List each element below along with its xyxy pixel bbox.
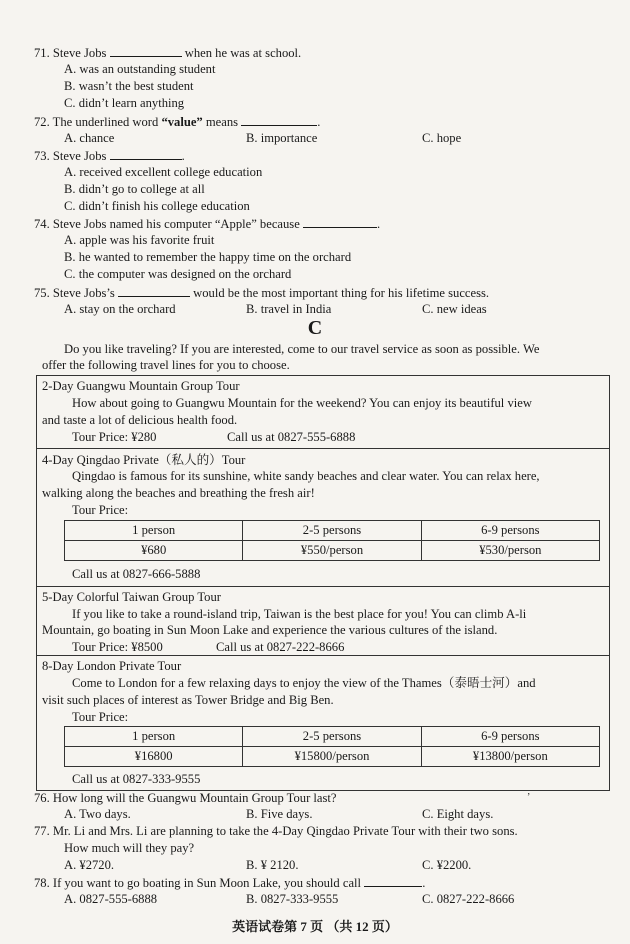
- tour-4-call: Call us at 0827-333-9555: [72, 772, 201, 786]
- tour-4-desc-line-1: Come to London for a few relaxing days to enjoy the view of the Thames（泰晤士河）and: [72, 676, 536, 690]
- question-72-stem-start: 72. The underlined word: [34, 115, 159, 129]
- question-71-option-c: C. didn’t learn anything: [64, 96, 185, 110]
- question-77-stem-line-1: 77. Mr. Li and Mrs. Li are planning to take the 4-Day Qingdao Private Tour with their two sons.: [34, 824, 518, 838]
- price-table-header: 6-9 persons: [421, 727, 599, 747]
- price-table-cell: ¥13800/person: [421, 747, 599, 767]
- section-c-intro-line-1: Do you like traveling? If you are interested, come to our travel service as soon as possible. We: [64, 342, 540, 356]
- question-73-option-c: C. didn’t finish his college education: [64, 199, 250, 213]
- question-76-option-a: A. Two days.: [64, 807, 131, 821]
- tour-2-call: Call us at 0827-666-5888: [72, 567, 201, 581]
- answer-blank: [110, 44, 182, 57]
- question-78-option-b: B. 0827-333-9555: [246, 892, 339, 906]
- question-74-option-b: B. he wanted to remember the happy time on the orchard: [64, 250, 352, 264]
- question-75-option-a: A. stay on the orchard: [64, 302, 176, 316]
- question-74-option-c: C. the computer was designed on the orchard: [64, 267, 292, 281]
- tour-2-price-label: Tour Price:: [72, 503, 129, 517]
- question-74-stem-start: 74. Steve Jobs named his computer “Apple” because: [34, 217, 300, 231]
- price-table-cell: ¥15800/person: [243, 747, 421, 767]
- price-table-header: 2-5 persons: [243, 727, 421, 747]
- price-table-header: 6-9 persons: [421, 521, 599, 541]
- tour-1-desc-line-1: How about going to Guangwu Mountain for the weekend? You can enjoy its beautiful view: [72, 396, 532, 410]
- tour-1-call: Call us at 0827-555-6888: [227, 430, 356, 444]
- question-73-option-b: B. didn’t go to college at all: [64, 182, 205, 196]
- answer-blank: [303, 215, 377, 228]
- tour-3-desc-line-1: If you like to take a round-island trip, Taiwan is the best place for you! You can climb A-li: [72, 607, 527, 621]
- question-76-option-b: B. Five days.: [246, 807, 313, 821]
- price-table-header: 1 person: [65, 727, 243, 747]
- answer-blank: [118, 284, 190, 297]
- stray-mark: ’: [527, 792, 531, 803]
- price-table-cell: ¥550/person: [243, 541, 421, 561]
- question-71-stem: [34, 44, 301, 61]
- tour-2-title: 4-Day Qingdao Private（私人的）Tour: [42, 453, 246, 467]
- question-72-option-a: A. chance: [64, 131, 115, 145]
- question-78-stem-start: 78. If you want to go boating in Sun Moon Lake, you should call: [34, 876, 362, 890]
- tour-3-desc-line-2: Mountain, go boating in Sun Moon Lake and experience the various cultures of the island.: [42, 623, 498, 637]
- question-76-stem: 76. How long will the Guangwu Mountain Group Tour last?: [34, 791, 337, 805]
- question-75-option-c: C. new ideas: [422, 302, 487, 316]
- price-table-header: 1 person: [65, 521, 243, 541]
- answer-blank: [241, 113, 317, 126]
- tour-2-price-table: [64, 520, 600, 561]
- page-footer: 英语试卷第 7 页 （共 12 页）: [232, 919, 398, 934]
- question-76-option-c: C. Eight days.: [422, 807, 494, 821]
- section-c-intro-line-2: offer the following travel lines for you to choose.: [42, 358, 290, 372]
- tour-4-desc-line-2: visit such places of interest as Tower Bridge and Big Ben.: [42, 693, 334, 707]
- question-72-stem: 72. The underlined word “value” means .: [34, 115, 321, 129]
- question-75-stem: [34, 284, 489, 301]
- question-73-stem-start: 73. Steve Jobs: [34, 149, 107, 163]
- question-71-stem-start: 71. Steve Jobs: [34, 46, 107, 60]
- underlined-word: “value”: [161, 115, 203, 129]
- price-table-header-row: [65, 521, 600, 541]
- tour-2-desc-line-1: Qingdao is famous for its sunshine, white sandy beaches and clear water. You can relax here,: [72, 469, 540, 483]
- tour-2-desc-line-2: walking along the beaches and breathing the fresh air!: [42, 486, 315, 500]
- price-table-header-row: [65, 727, 600, 747]
- price-table-header: 2-5 persons: [243, 521, 421, 541]
- price-table-cell: ¥530/person: [421, 541, 599, 561]
- question-78-stem: 78. If you want to go boating in Sun Moon Lake, you should call .: [34, 876, 426, 890]
- tour-1-price: Tour Price: ¥280: [72, 430, 157, 444]
- tour-3-title: 5-Day Colorful Taiwan Group Tour: [42, 590, 221, 604]
- question-72-stem-end: means: [205, 115, 239, 129]
- question-74-option-a: A. apple was his favorite fruit: [64, 233, 215, 247]
- tour-4-price-label: Tour Price:: [72, 710, 129, 724]
- tour-4-price-table: [64, 726, 600, 767]
- answer-blank: [110, 147, 182, 160]
- question-78-option-a: A. 0827-555-6888: [64, 892, 158, 906]
- question-72-option-b: B. importance: [246, 131, 318, 145]
- tour-3-price: Tour Price: ¥8500: [72, 640, 163, 654]
- tour-1-title: 2-Day Guangwu Mountain Group Tour: [42, 379, 240, 393]
- question-77-stem-line-2: How much will they pay?: [64, 841, 195, 855]
- question-74-stem: 74. Steve Jobs named his computer “Apple” because .: [34, 217, 381, 231]
- tour-4-title: 8-Day London Private Tour: [42, 659, 182, 673]
- question-73-stem: 73. Steve Jobs .: [34, 149, 185, 163]
- question-71-option-a: A. was an outstanding student: [64, 62, 216, 76]
- question-77-option-a: A. ¥2720.: [64, 858, 115, 872]
- tour-1-desc-line-2: and taste a lot of delicious health food.: [42, 413, 238, 427]
- question-75-option-b: B. travel in India: [246, 302, 332, 316]
- answer-blank: [364, 874, 422, 887]
- question-78-option-c: C. 0827-222-8666: [422, 892, 515, 906]
- question-77-option-c: C. ¥2200.: [422, 858, 472, 872]
- price-table-row: [65, 747, 600, 767]
- price-table-cell: ¥680: [65, 541, 243, 561]
- question-71-stem-end: when he was at school.: [184, 46, 302, 60]
- tour-divider: [36, 448, 610, 449]
- question-73-option-a: A. received excellent college education: [64, 165, 263, 179]
- question-71-option-b: B. wasn’t the best student: [64, 79, 194, 93]
- question-75-stem-end: would be the most important thing for his lifetime success.: [193, 286, 490, 300]
- section-heading-c: C: [307, 317, 323, 339]
- tour-divider: [36, 655, 610, 656]
- price-table-row: [65, 541, 600, 561]
- question-75-stem-start: 75. Steve Jobs’s: [34, 286, 115, 300]
- tour-divider: [36, 586, 610, 587]
- question-77-option-b: B. ¥ 2120.: [246, 858, 299, 872]
- tour-3-call: Call us at 0827-222-8666: [216, 640, 345, 654]
- question-72-option-c: C. hope: [422, 131, 462, 145]
- price-table-cell: ¥16800: [65, 747, 243, 767]
